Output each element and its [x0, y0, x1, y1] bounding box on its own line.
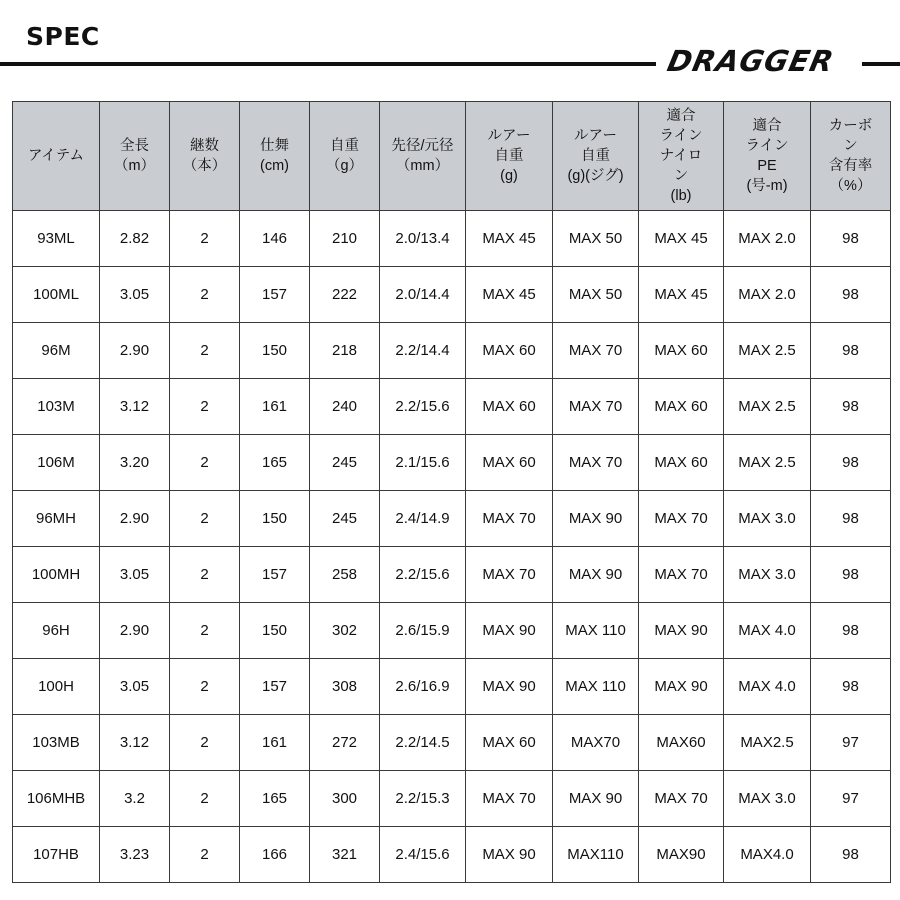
table-cell: 2.4/15.6: [380, 827, 466, 883]
table-cell: 157: [240, 547, 310, 603]
table-cell: MAX 70: [639, 491, 724, 547]
column-header-line: （本）: [182, 158, 227, 174]
table-cell: 98: [811, 323, 891, 379]
table-cell: MAX 70: [466, 771, 553, 827]
item-name-cell: 93ML: [13, 211, 100, 267]
table-cell: 2: [170, 491, 240, 547]
column-header-line: ルアー: [487, 128, 531, 144]
column-header: [553, 102, 639, 211]
table-cell: 3.05: [100, 659, 170, 715]
table-cell: 2.90: [100, 603, 170, 659]
table-cell: MAX 70: [553, 323, 639, 379]
table-cell: 98: [811, 827, 891, 883]
column-header-line: 適合: [752, 118, 782, 134]
table-body: [13, 211, 891, 883]
table-cell: 2.1/15.6: [380, 435, 466, 491]
column-header-line: (g): [500, 168, 518, 184]
table-cell: 97: [811, 715, 891, 771]
table-cell: 2: [170, 827, 240, 883]
table-cell: 3.20: [100, 435, 170, 491]
column-header: [240, 102, 310, 211]
column-header-line: ナイロ: [659, 148, 703, 164]
table-cell: MAX 2.5: [724, 435, 811, 491]
table-cell: 2.2/15.6: [380, 547, 466, 603]
table-cell: MAX 90: [466, 603, 553, 659]
table-cell: MAX4.0: [724, 827, 811, 883]
header-divider-right: [862, 62, 900, 66]
column-header-line: 自重: [494, 148, 524, 164]
table-cell: 165: [240, 771, 310, 827]
column-header-line: アイテム: [28, 148, 84, 164]
table-cell: 150: [240, 603, 310, 659]
column-header-line: 先径/元径: [391, 138, 454, 154]
page-title: SPEC: [26, 22, 100, 51]
table-row: [13, 827, 891, 883]
table-cell: MAX 70: [466, 547, 553, 603]
table-cell: MAX70: [553, 715, 639, 771]
header-divider-left: [0, 62, 656, 66]
table-row: [13, 379, 891, 435]
brand-logo: DRAGGER: [664, 44, 838, 78]
table-cell: MAX 90: [553, 547, 639, 603]
table-cell: 165: [240, 435, 310, 491]
table-cell: 98: [811, 603, 891, 659]
table-cell: 218: [310, 323, 380, 379]
table-cell: 3.12: [100, 379, 170, 435]
table-cell: MAX 45: [466, 211, 553, 267]
table-cell: 98: [811, 211, 891, 267]
item-name-cell: 96MH: [13, 491, 100, 547]
table-cell: MAX 60: [639, 323, 724, 379]
table-cell: 245: [310, 435, 380, 491]
table-cell: 150: [240, 323, 310, 379]
table-cell: MAX 45: [466, 267, 553, 323]
table-cell: 2: [170, 715, 240, 771]
table-row: [13, 715, 891, 771]
column-header-line: 継数: [190, 138, 219, 154]
table-cell: MAX 60: [639, 435, 724, 491]
table-cell: MAX 90: [466, 659, 553, 715]
column-header-line: ン: [843, 138, 858, 154]
item-name-cell: 100ML: [13, 267, 100, 323]
column-header-line: カーボ: [828, 118, 873, 134]
item-name-cell: 103M: [13, 379, 100, 435]
item-name-cell: 96H: [13, 603, 100, 659]
spec-table: [12, 101, 891, 883]
item-name-cell: 107HB: [13, 827, 100, 883]
table-cell: MAX 60: [639, 379, 724, 435]
column-header-line: 自重: [581, 148, 610, 164]
table-cell: MAX 70: [553, 435, 639, 491]
table-cell: 321: [310, 827, 380, 883]
column-header: [170, 102, 240, 211]
table-cell: MAX 90: [553, 771, 639, 827]
table-cell: 2.2/14.4: [380, 323, 466, 379]
column-header-line: ライン: [659, 128, 703, 144]
table-cell: 157: [240, 267, 310, 323]
table-cell: MAX 110: [553, 603, 639, 659]
table-cell: MAX 3.0: [724, 491, 811, 547]
column-header-line: （mm）: [395, 158, 450, 174]
table-cell: 2.90: [100, 491, 170, 547]
table-cell: MAX 2.0: [724, 211, 811, 267]
column-header: [811, 102, 891, 211]
table-cell: 166: [240, 827, 310, 883]
column-header: [639, 102, 724, 211]
table-cell: 146: [240, 211, 310, 267]
table-row: [13, 491, 891, 547]
column-header-line: (号-m): [746, 178, 788, 194]
table-cell: 2: [170, 211, 240, 267]
table-cell: MAX 2.5: [724, 323, 811, 379]
table-cell: 240: [310, 379, 380, 435]
table-cell: 161: [240, 715, 310, 771]
column-header-line: ルアー: [573, 128, 618, 144]
table-cell: 2.0/13.4: [380, 211, 466, 267]
table-cell: 2.6/15.9: [380, 603, 466, 659]
table-cell: MAX 3.0: [724, 547, 811, 603]
table-cell: MAX 90: [466, 827, 553, 883]
table-cell: MAX 90: [639, 659, 724, 715]
table-cell: MAX 110: [553, 659, 639, 715]
table-cell: MAX 90: [553, 491, 639, 547]
table-cell: MAX 60: [466, 323, 553, 379]
table-cell: 98: [811, 491, 891, 547]
column-header-line: 仕舞: [260, 138, 289, 154]
table-cell: MAX 4.0: [724, 603, 811, 659]
table-cell: MAX 4.0: [724, 659, 811, 715]
item-name-cell: 103MB: [13, 715, 100, 771]
table-row: [13, 659, 891, 715]
table-cell: MAX 60: [466, 435, 553, 491]
column-header-line: （m）: [113, 158, 156, 174]
column-header-line: (cm): [260, 158, 289, 174]
table-cell: 2: [170, 379, 240, 435]
column-header-line: ン: [673, 168, 689, 184]
table-cell: 2: [170, 547, 240, 603]
table-row: [13, 323, 891, 379]
table-cell: MAX 60: [466, 379, 553, 435]
table-cell: 3.12: [100, 715, 170, 771]
table-cell: 258: [310, 547, 380, 603]
table-cell: 98: [811, 379, 891, 435]
column-header-line: 全長: [120, 138, 149, 154]
column-header-line: 含有率: [828, 158, 873, 174]
table-row: [13, 603, 891, 659]
table-cell: 2: [170, 267, 240, 323]
table-cell: 2.90: [100, 323, 170, 379]
column-header-line: ライン: [745, 138, 789, 154]
table-cell: 2.6/16.9: [380, 659, 466, 715]
column-header-line: (g)(ジグ): [567, 168, 624, 184]
column-header-line: （g）: [325, 158, 364, 174]
table-cell: MAX60: [639, 715, 724, 771]
table-cell: 2.2/14.5: [380, 715, 466, 771]
table-row: [13, 211, 891, 267]
table-cell: 3.05: [100, 267, 170, 323]
table-cell: 98: [811, 267, 891, 323]
table-cell: 97: [811, 771, 891, 827]
table-cell: 272: [310, 715, 380, 771]
column-header: [380, 102, 466, 211]
table-cell: 2: [170, 323, 240, 379]
table-cell: MAX 45: [639, 211, 724, 267]
table-cell: 3.23: [100, 827, 170, 883]
table-cell: 3.05: [100, 547, 170, 603]
table-cell: MAX2.5: [724, 715, 811, 771]
table-cell: 98: [811, 547, 891, 603]
item-name-cell: 96M: [13, 323, 100, 379]
table-cell: 210: [310, 211, 380, 267]
column-header-line: PE: [757, 158, 777, 174]
column-header: [13, 102, 100, 211]
table-cell: 161: [240, 379, 310, 435]
table-cell: 98: [811, 659, 891, 715]
item-name-cell: 106MHB: [13, 771, 100, 827]
table-cell: MAX 50: [553, 211, 639, 267]
table-row: [13, 435, 891, 491]
table-cell: MAX 90: [639, 603, 724, 659]
item-name-cell: 106M: [13, 435, 100, 491]
column-header-line: （%）: [829, 178, 872, 194]
column-header-line: (lb): [670, 188, 692, 204]
table-cell: 2.4/14.9: [380, 491, 466, 547]
table-cell: 245: [310, 491, 380, 547]
item-name-cell: 100MH: [13, 547, 100, 603]
table-cell: MAX 45: [639, 267, 724, 323]
table-cell: MAX 2.0: [724, 267, 811, 323]
table-row: [13, 267, 891, 323]
table-cell: 2: [170, 603, 240, 659]
table-row: [13, 771, 891, 827]
table-cell: 300: [310, 771, 380, 827]
table-cell: 222: [310, 267, 380, 323]
table-cell: 2.2/15.6: [380, 379, 466, 435]
table-cell: MAX 60: [466, 715, 553, 771]
table-row: [13, 547, 891, 603]
column-header: [724, 102, 811, 211]
table-cell: 150: [240, 491, 310, 547]
table-cell: MAX90: [639, 827, 724, 883]
table-cell: MAX 3.0: [724, 771, 811, 827]
table-cell: MAX 70: [553, 379, 639, 435]
column-header: [100, 102, 170, 211]
table-cell: 98: [811, 435, 891, 491]
table-cell: MAX 70: [639, 547, 724, 603]
table-cell: 308: [310, 659, 380, 715]
item-name-cell: 100H: [13, 659, 100, 715]
column-header-line: 適合: [666, 108, 696, 124]
table-cell: MAX 70: [466, 491, 553, 547]
table-cell: 2.0/14.4: [380, 267, 466, 323]
column-header: [310, 102, 380, 211]
table-header-row: [13, 102, 891, 211]
table-cell: 2.82: [100, 211, 170, 267]
table-cell: 2: [170, 435, 240, 491]
table-cell: 157: [240, 659, 310, 715]
table-cell: MAX 50: [553, 267, 639, 323]
table-cell: MAX 70: [639, 771, 724, 827]
table-cell: MAX110: [553, 827, 639, 883]
column-header: [466, 102, 553, 211]
table-cell: 2: [170, 659, 240, 715]
table-cell: MAX 2.5: [724, 379, 811, 435]
table-cell: 2.2/15.3: [380, 771, 466, 827]
table-cell: 3.2: [100, 771, 170, 827]
table-cell: 302: [310, 603, 380, 659]
table-cell: 2: [170, 771, 240, 827]
column-header-line: 自重: [330, 138, 359, 154]
